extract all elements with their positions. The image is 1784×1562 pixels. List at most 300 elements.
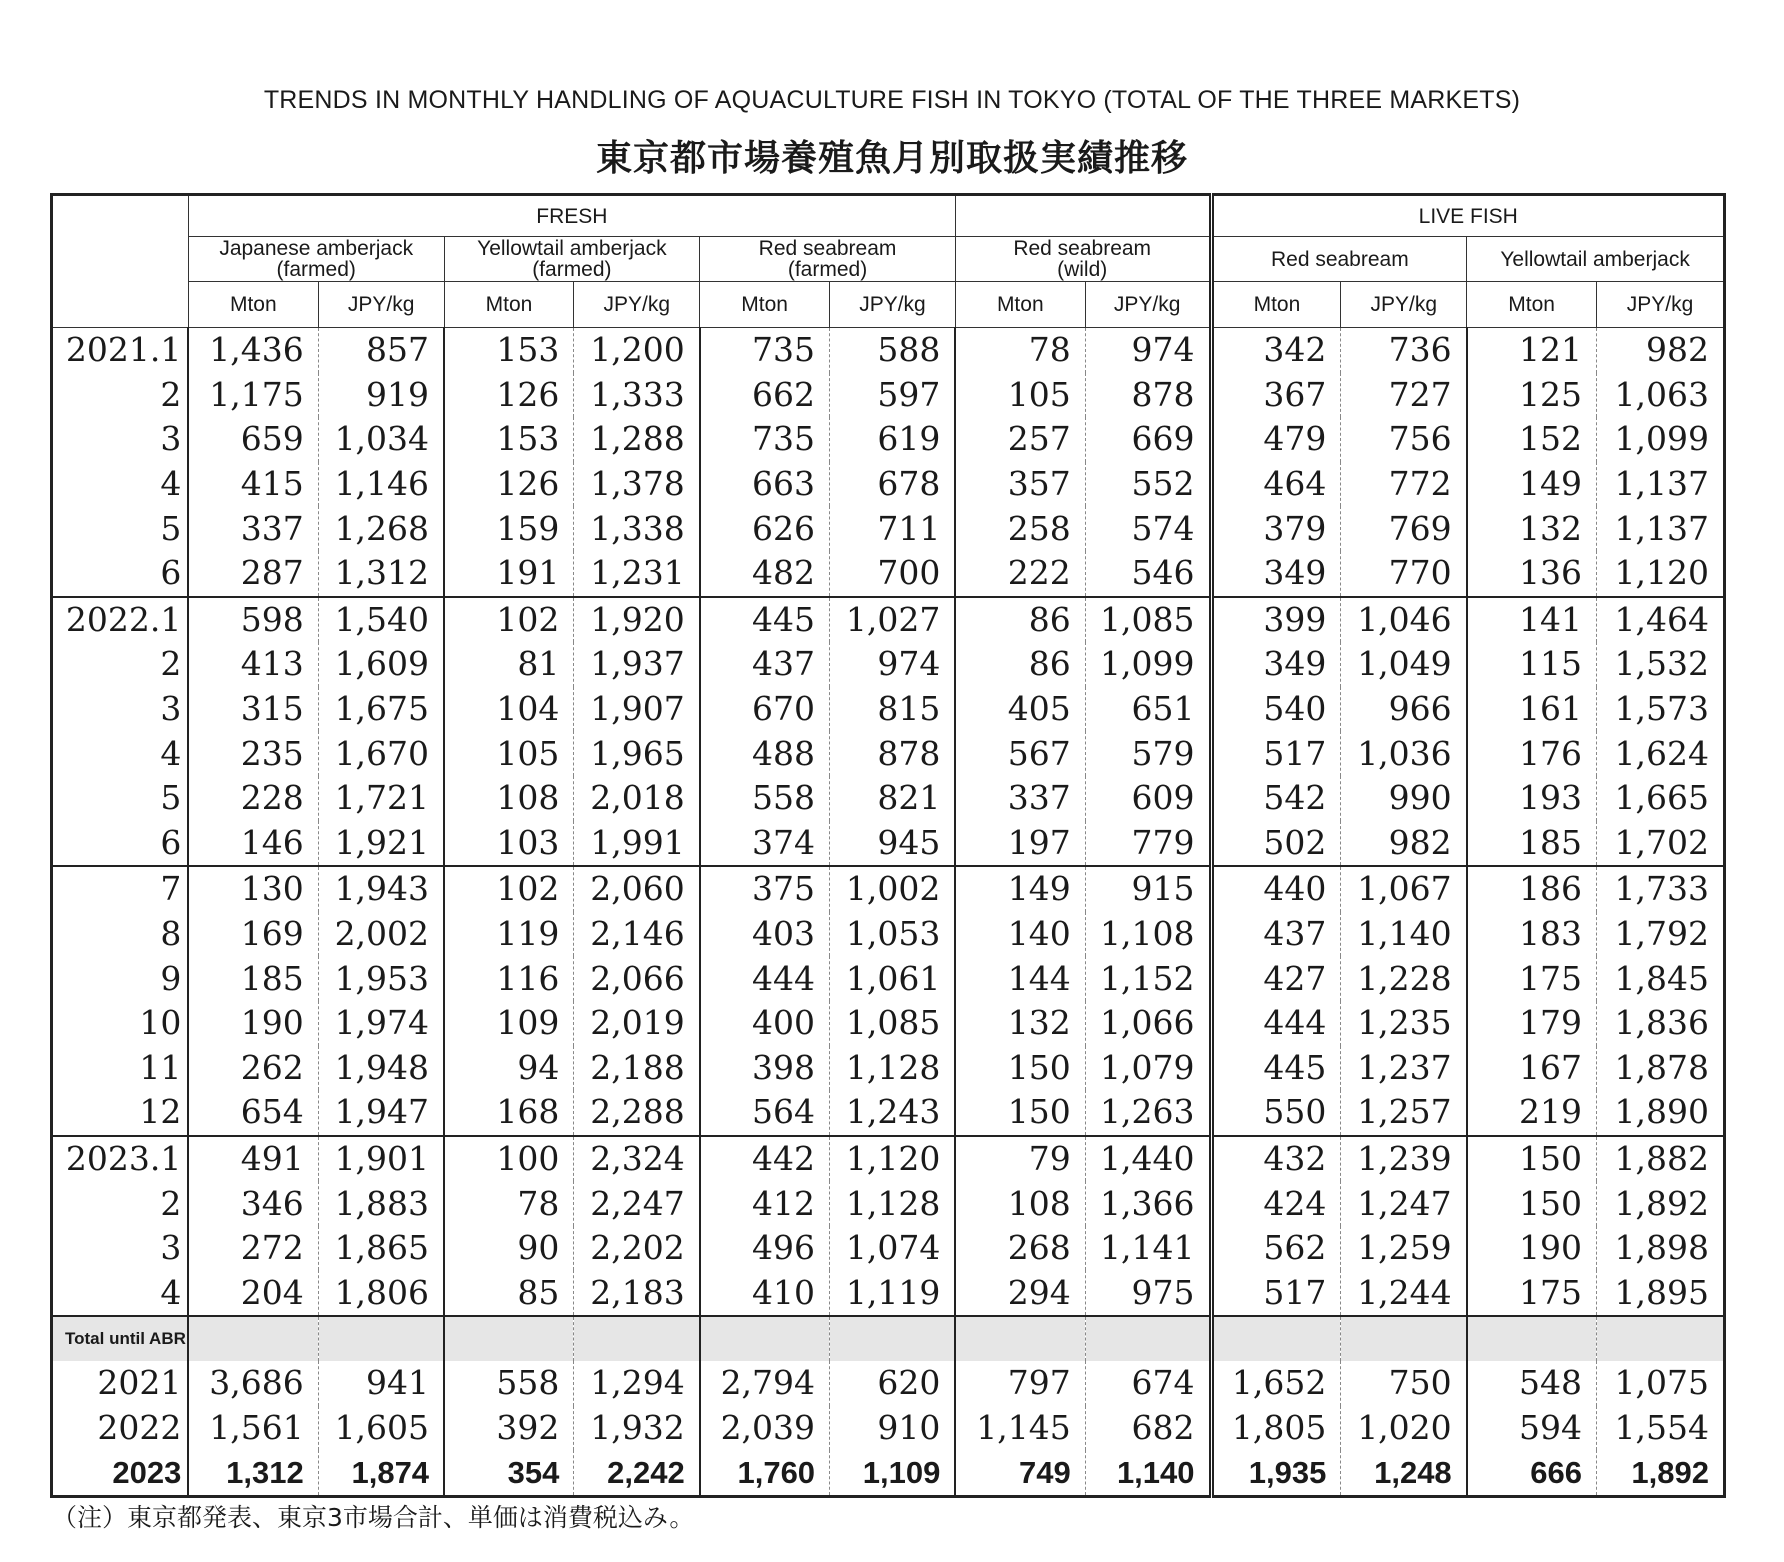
cell-price: 1,235 xyxy=(1341,1001,1467,1046)
cell-price: 597 xyxy=(830,373,956,418)
cell-mton: 197 xyxy=(955,821,1085,867)
cell-mton: 517 xyxy=(1211,1270,1341,1316)
cell-price: 1,063 xyxy=(1597,373,1725,418)
cell-mton: 235 xyxy=(188,731,318,776)
cell-price: 2,188 xyxy=(574,1046,700,1091)
cell-mton: 150 xyxy=(1467,1136,1597,1182)
table-row xyxy=(52,328,1725,373)
cell-price: 1,034 xyxy=(318,417,444,462)
cell-mton: 140 xyxy=(955,912,1085,957)
cell-price: 1,257 xyxy=(1341,1090,1467,1136)
cell-price: 1,046 xyxy=(1341,597,1467,643)
cell-price: 1,874 xyxy=(318,1450,444,1496)
cell-price: 588 xyxy=(830,328,956,373)
cell-mton: 102 xyxy=(444,597,574,643)
cell-price: 1,953 xyxy=(318,956,444,1001)
cell-mton: 86 xyxy=(955,642,1085,687)
unit-mton: Mton xyxy=(444,282,574,328)
cell-mton: 108 xyxy=(444,776,574,821)
cell-mton: 141 xyxy=(1467,597,1597,643)
cell-price: 1,243 xyxy=(830,1090,956,1136)
total-header-blank xyxy=(444,1316,574,1361)
cell-mton: 105 xyxy=(444,731,574,776)
cell-mton: 735 xyxy=(700,328,830,373)
cell-price: 1,085 xyxy=(1085,597,1211,643)
cell-price: 700 xyxy=(830,551,956,597)
cell-mton: 179 xyxy=(1467,1001,1597,1046)
cell-price: 1,554 xyxy=(1597,1406,1725,1451)
table-row xyxy=(52,1001,1725,1046)
cell-price: 1,806 xyxy=(318,1270,444,1316)
table-row xyxy=(52,731,1725,776)
cell-mton: 562 xyxy=(1211,1226,1341,1271)
table-row xyxy=(52,551,1725,597)
cell-price: 1,865 xyxy=(318,1226,444,1271)
cell-mton: 153 xyxy=(444,417,574,462)
table-row xyxy=(52,687,1725,732)
cell-mton: 126 xyxy=(444,462,574,507)
row-label: 5 xyxy=(52,506,189,551)
row-label: 2022 xyxy=(52,1406,189,1451)
cell-mton: 119 xyxy=(444,912,574,957)
cell-price: 1,109 xyxy=(830,1450,956,1496)
table-row xyxy=(52,1406,1725,1451)
cell-mton: 488 xyxy=(700,731,830,776)
unit-jpy-kg: JPY/kg xyxy=(1085,282,1211,328)
cell-price: 2,288 xyxy=(574,1090,700,1136)
row-label: 2021.1 xyxy=(52,328,189,373)
row-label: 10 xyxy=(52,1001,189,1046)
cell-mton: 294 xyxy=(955,1270,1085,1316)
cell-mton: 1,935 xyxy=(1211,1450,1341,1496)
cell-price: 1,228 xyxy=(1341,956,1467,1001)
cell-mton: 375 xyxy=(700,866,830,912)
cell-mton: 175 xyxy=(1467,1270,1597,1316)
total-header-blank xyxy=(700,1316,830,1361)
cell-mton: 558 xyxy=(700,776,830,821)
species-header: Red seabream (farmed) xyxy=(700,237,956,282)
cell-price: 1,378 xyxy=(574,462,700,507)
cell-price: 1,882 xyxy=(1597,1136,1725,1182)
cell-price: 982 xyxy=(1597,328,1725,373)
cell-price: 974 xyxy=(1085,328,1211,373)
cell-mton: 479 xyxy=(1211,417,1341,462)
cell-mton: 149 xyxy=(955,866,1085,912)
cell-price: 1,200 xyxy=(574,328,700,373)
cell-price: 1,137 xyxy=(1597,506,1725,551)
cell-mton: 464 xyxy=(1211,462,1341,507)
row-label: 4 xyxy=(52,731,189,776)
cell-mton: 379 xyxy=(1211,506,1341,551)
cell-mton: 115 xyxy=(1467,642,1597,687)
cell-price: 821 xyxy=(830,776,956,821)
cell-price: 2,066 xyxy=(574,956,700,1001)
cell-mton: 78 xyxy=(955,328,1085,373)
cell-price: 1,338 xyxy=(574,506,700,551)
cell-mton: 410 xyxy=(700,1270,830,1316)
cell-mton: 337 xyxy=(188,506,318,551)
table-row xyxy=(52,866,1725,912)
cell-price: 1,141 xyxy=(1085,1226,1211,1271)
cell-mton: 398 xyxy=(700,1046,830,1091)
cell-mton: 149 xyxy=(1467,462,1597,507)
total-header-blank xyxy=(188,1316,318,1361)
table-row xyxy=(52,1226,1725,1271)
cell-mton: 797 xyxy=(955,1361,1085,1406)
cell-price: 1,892 xyxy=(1597,1450,1725,1496)
cell-price: 1,146 xyxy=(318,462,444,507)
total-header-blank xyxy=(1467,1316,1597,1361)
table-row xyxy=(52,1090,1725,1136)
cell-price: 1,074 xyxy=(830,1226,956,1271)
cell-price: 674 xyxy=(1085,1361,1211,1406)
unit-mton: Mton xyxy=(1467,282,1597,328)
cell-mton: 185 xyxy=(1467,821,1597,867)
cell-mton: 262 xyxy=(188,1046,318,1091)
cell-price: 1,792 xyxy=(1597,912,1725,957)
cell-price: 1,624 xyxy=(1597,731,1725,776)
cell-mton: 161 xyxy=(1467,687,1597,732)
cell-mton: 496 xyxy=(700,1226,830,1271)
cell-mton: 85 xyxy=(444,1270,574,1316)
cell-price: 1,239 xyxy=(1341,1136,1467,1182)
cell-price: 1,974 xyxy=(318,1001,444,1046)
total-label: Total until ABR xyxy=(52,1316,189,1361)
total-header-blank xyxy=(574,1316,700,1361)
cell-mton: 354 xyxy=(444,1450,574,1496)
table-row xyxy=(52,1450,1725,1496)
cell-price: 1,120 xyxy=(830,1136,956,1182)
cell-mton: 258 xyxy=(955,506,1085,551)
cell-mton: 594 xyxy=(1467,1406,1597,1451)
cell-price: 1,140 xyxy=(1085,1450,1211,1496)
cell-mton: 109 xyxy=(444,1001,574,1046)
cell-mton: 666 xyxy=(1467,1450,1597,1496)
cell-mton: 190 xyxy=(1467,1226,1597,1271)
cell-mton: 104 xyxy=(444,687,574,732)
group-blank xyxy=(955,195,1211,237)
species-header: Red seabream xyxy=(1211,237,1467,282)
cell-price: 1,333 xyxy=(574,373,700,418)
corner-cell xyxy=(52,195,189,328)
cell-mton: 183 xyxy=(1467,912,1597,957)
cell-price: 1,244 xyxy=(1341,1270,1467,1316)
cell-mton: 427 xyxy=(1211,956,1341,1001)
cell-price: 1,294 xyxy=(574,1361,700,1406)
cell-price: 1,020 xyxy=(1341,1406,1467,1451)
cell-mton: 342 xyxy=(1211,328,1341,373)
cell-mton: 257 xyxy=(955,417,1085,462)
cell-mton: 542 xyxy=(1211,776,1341,821)
cell-price: 1,036 xyxy=(1341,731,1467,776)
cell-price: 1,440 xyxy=(1085,1136,1211,1182)
cell-mton: 374 xyxy=(700,821,830,867)
cell-mton: 626 xyxy=(700,506,830,551)
cell-mton: 81 xyxy=(444,642,574,687)
cell-price: 1,268 xyxy=(318,506,444,551)
unit-jpy-kg: JPY/kg xyxy=(574,282,700,328)
cell-mton: 132 xyxy=(1467,506,1597,551)
cell-price: 1,892 xyxy=(1597,1181,1725,1226)
cell-price: 1,366 xyxy=(1085,1181,1211,1226)
cell-mton: 90 xyxy=(444,1226,574,1271)
cell-price: 651 xyxy=(1085,687,1211,732)
cell-price: 2,324 xyxy=(574,1136,700,1182)
cell-price: 2,060 xyxy=(574,866,700,912)
total-header-blank xyxy=(1211,1316,1341,1361)
cell-price: 2,019 xyxy=(574,1001,700,1046)
cell-price: 1,609 xyxy=(318,642,444,687)
cell-price: 1,061 xyxy=(830,956,956,1001)
cell-price: 552 xyxy=(1085,462,1211,507)
cell-price: 1,152 xyxy=(1085,956,1211,1001)
row-label: 4 xyxy=(52,1270,189,1316)
cell-price: 990 xyxy=(1341,776,1467,821)
cell-price: 1,965 xyxy=(574,731,700,776)
cell-price: 1,675 xyxy=(318,687,444,732)
unit-jpy-kg: JPY/kg xyxy=(1341,282,1467,328)
cell-price: 945 xyxy=(830,821,956,867)
cell-price: 1,237 xyxy=(1341,1046,1467,1091)
cell-mton: 146 xyxy=(188,821,318,867)
cell-mton: 548 xyxy=(1467,1361,1597,1406)
cell-mton: 105 xyxy=(955,373,1085,418)
cell-price: 1,120 xyxy=(1597,551,1725,597)
cell-price: 2,018 xyxy=(574,776,700,821)
cell-mton: 186 xyxy=(1467,866,1597,912)
cell-price: 975 xyxy=(1085,1270,1211,1316)
cell-mton: 654 xyxy=(188,1090,318,1136)
table-row xyxy=(52,417,1725,462)
table-row xyxy=(52,956,1725,1001)
cell-mton: 121 xyxy=(1467,328,1597,373)
cell-price: 669 xyxy=(1085,417,1211,462)
cell-mton: 491 xyxy=(188,1136,318,1182)
species-header: Japanese amberjack (farmed) xyxy=(188,237,444,282)
cell-mton: 749 xyxy=(955,1450,1085,1496)
cell-price: 1,099 xyxy=(1085,642,1211,687)
row-label: 9 xyxy=(52,956,189,1001)
cell-price: 857 xyxy=(318,328,444,373)
cell-mton: 337 xyxy=(955,776,1085,821)
row-label: 2 xyxy=(52,642,189,687)
cell-mton: 659 xyxy=(188,417,318,462)
cell-price: 1,312 xyxy=(318,551,444,597)
row-label: 3 xyxy=(52,1226,189,1271)
cell-price: 919 xyxy=(318,373,444,418)
cell-mton: 1,760 xyxy=(700,1450,830,1496)
cell-price: 579 xyxy=(1085,731,1211,776)
handling-table xyxy=(50,193,1726,1498)
cell-mton: 268 xyxy=(955,1226,1085,1271)
cell-price: 2,002 xyxy=(318,912,444,957)
total-header-blank xyxy=(1085,1316,1211,1361)
cell-mton: 78 xyxy=(444,1181,574,1226)
cell-price: 1,573 xyxy=(1597,687,1725,732)
cell-mton: 169 xyxy=(188,912,318,957)
unit-mton: Mton xyxy=(700,282,830,328)
cell-mton: 191 xyxy=(444,551,574,597)
cell-price: 770 xyxy=(1341,551,1467,597)
cell-price: 878 xyxy=(830,731,956,776)
cell-mton: 102 xyxy=(444,866,574,912)
row-label: 2021 xyxy=(52,1361,189,1406)
cell-price: 678 xyxy=(830,462,956,507)
cell-price: 1,898 xyxy=(1597,1226,1725,1271)
cell-price: 772 xyxy=(1341,462,1467,507)
table-row xyxy=(52,506,1725,551)
unit-mton: Mton xyxy=(1211,282,1341,328)
cell-price: 982 xyxy=(1341,821,1467,867)
cell-mton: 153 xyxy=(444,328,574,373)
cell-mton: 502 xyxy=(1211,821,1341,867)
cell-price: 1,231 xyxy=(574,551,700,597)
cell-mton: 662 xyxy=(700,373,830,418)
cell-mton: 144 xyxy=(955,956,1085,1001)
cell-price: 1,137 xyxy=(1597,462,1725,507)
cell-mton: 228 xyxy=(188,776,318,821)
cell-mton: 116 xyxy=(444,956,574,1001)
cell-price: 1,049 xyxy=(1341,642,1467,687)
cell-price: 1,878 xyxy=(1597,1046,1725,1091)
cell-mton: 167 xyxy=(1467,1046,1597,1091)
cell-price: 1,066 xyxy=(1085,1001,1211,1046)
cell-mton: 564 xyxy=(700,1090,830,1136)
cell-price: 1,943 xyxy=(318,866,444,912)
total-header-blank xyxy=(318,1316,444,1361)
cell-mton: 1,652 xyxy=(1211,1361,1341,1406)
cell-mton: 540 xyxy=(1211,687,1341,732)
row-label: 7 xyxy=(52,866,189,912)
cell-mton: 272 xyxy=(188,1226,318,1271)
table-row xyxy=(52,1270,1725,1316)
cell-price: 1,099 xyxy=(1597,417,1725,462)
cell-mton: 190 xyxy=(188,1001,318,1046)
cell-price: 1,002 xyxy=(830,866,956,912)
cell-mton: 150 xyxy=(1467,1181,1597,1226)
unit-jpy-kg: JPY/kg xyxy=(1597,282,1725,328)
cell-price: 1,721 xyxy=(318,776,444,821)
table-row xyxy=(52,1046,1725,1091)
cell-mton: 432 xyxy=(1211,1136,1341,1182)
cell-price: 1,259 xyxy=(1341,1226,1467,1271)
table-row xyxy=(52,776,1725,821)
cell-mton: 444 xyxy=(700,956,830,1001)
cell-mton: 1,312 xyxy=(188,1450,318,1496)
cell-price: 620 xyxy=(830,1361,956,1406)
cell-mton: 349 xyxy=(1211,551,1341,597)
cell-price: 1,067 xyxy=(1341,866,1467,912)
table-row xyxy=(52,912,1725,957)
cell-mton: 445 xyxy=(1211,1046,1341,1091)
cell-mton: 482 xyxy=(700,551,830,597)
unit-mton: Mton xyxy=(955,282,1085,328)
unit-mton: Mton xyxy=(188,282,318,328)
cell-price: 1,901 xyxy=(318,1136,444,1182)
table-row xyxy=(52,1136,1725,1182)
cell-mton: 3,686 xyxy=(188,1361,318,1406)
row-label: 3 xyxy=(52,417,189,462)
cell-mton: 185 xyxy=(188,956,318,1001)
cell-price: 1,907 xyxy=(574,687,700,732)
cell-mton: 1,145 xyxy=(955,1406,1085,1451)
cell-mton: 445 xyxy=(700,597,830,643)
cell-mton: 567 xyxy=(955,731,1085,776)
cell-price: 1,532 xyxy=(1597,642,1725,687)
group-live: LIVE FISH xyxy=(1211,195,1724,237)
cell-price: 1,605 xyxy=(318,1406,444,1451)
cell-price: 1,932 xyxy=(574,1406,700,1451)
total-header-blank xyxy=(1597,1316,1725,1361)
cell-price: 1,464 xyxy=(1597,597,1725,643)
cell-price: 779 xyxy=(1085,821,1211,867)
cell-mton: 150 xyxy=(955,1090,1085,1136)
cell-price: 1,890 xyxy=(1597,1090,1725,1136)
cell-price: 915 xyxy=(1085,866,1211,912)
cell-mton: 100 xyxy=(444,1136,574,1182)
row-label: 2023.1 xyxy=(52,1136,189,1182)
table-row xyxy=(52,597,1725,643)
cell-mton: 222 xyxy=(955,551,1085,597)
cell-price: 1,836 xyxy=(1597,1001,1725,1046)
total-header-blank xyxy=(1341,1316,1467,1361)
cell-price: 2,146 xyxy=(574,912,700,957)
cell-mton: 1,561 xyxy=(188,1406,318,1451)
cell-price: 1,883 xyxy=(318,1181,444,1226)
table-row xyxy=(52,1361,1725,1406)
cell-price: 1,733 xyxy=(1597,866,1725,912)
cell-price: 1,119 xyxy=(830,1270,956,1316)
cell-price: 2,183 xyxy=(574,1270,700,1316)
table-row xyxy=(52,642,1725,687)
cell-mton: 400 xyxy=(700,1001,830,1046)
cell-mton: 315 xyxy=(188,687,318,732)
cell-mton: 550 xyxy=(1211,1090,1341,1136)
cell-mton: 392 xyxy=(444,1406,574,1451)
cell-mton: 150 xyxy=(955,1046,1085,1091)
cell-price: 1,540 xyxy=(318,597,444,643)
cell-mton: 367 xyxy=(1211,373,1341,418)
cell-mton: 442 xyxy=(700,1136,830,1182)
row-label: 2023 xyxy=(52,1450,189,1496)
total-header-row xyxy=(52,1316,1725,1361)
cell-price: 574 xyxy=(1085,506,1211,551)
row-label: 2 xyxy=(52,373,189,418)
cell-price: 1,085 xyxy=(830,1001,956,1046)
cell-mton: 424 xyxy=(1211,1181,1341,1226)
cell-mton: 132 xyxy=(955,1001,1085,1046)
cell-price: 1,247 xyxy=(1341,1181,1467,1226)
cell-mton: 159 xyxy=(444,506,574,551)
cell-mton: 94 xyxy=(444,1046,574,1091)
cell-price: 1,108 xyxy=(1085,912,1211,957)
cell-price: 1,053 xyxy=(830,912,956,957)
cell-price: 878 xyxy=(1085,373,1211,418)
cell-mton: 444 xyxy=(1211,1001,1341,1046)
cell-price: 1,845 xyxy=(1597,956,1725,1001)
cell-price: 750 xyxy=(1341,1361,1467,1406)
cell-mton: 403 xyxy=(700,912,830,957)
cell-price: 1,027 xyxy=(830,597,956,643)
cell-mton: 598 xyxy=(188,597,318,643)
cell-price: 546 xyxy=(1085,551,1211,597)
cell-price: 1,947 xyxy=(318,1090,444,1136)
unit-jpy-kg: JPY/kg xyxy=(318,282,444,328)
cell-mton: 108 xyxy=(955,1181,1085,1226)
cell-price: 910 xyxy=(830,1406,956,1451)
cell-mton: 2,039 xyxy=(700,1406,830,1451)
cell-price: 1,920 xyxy=(574,597,700,643)
